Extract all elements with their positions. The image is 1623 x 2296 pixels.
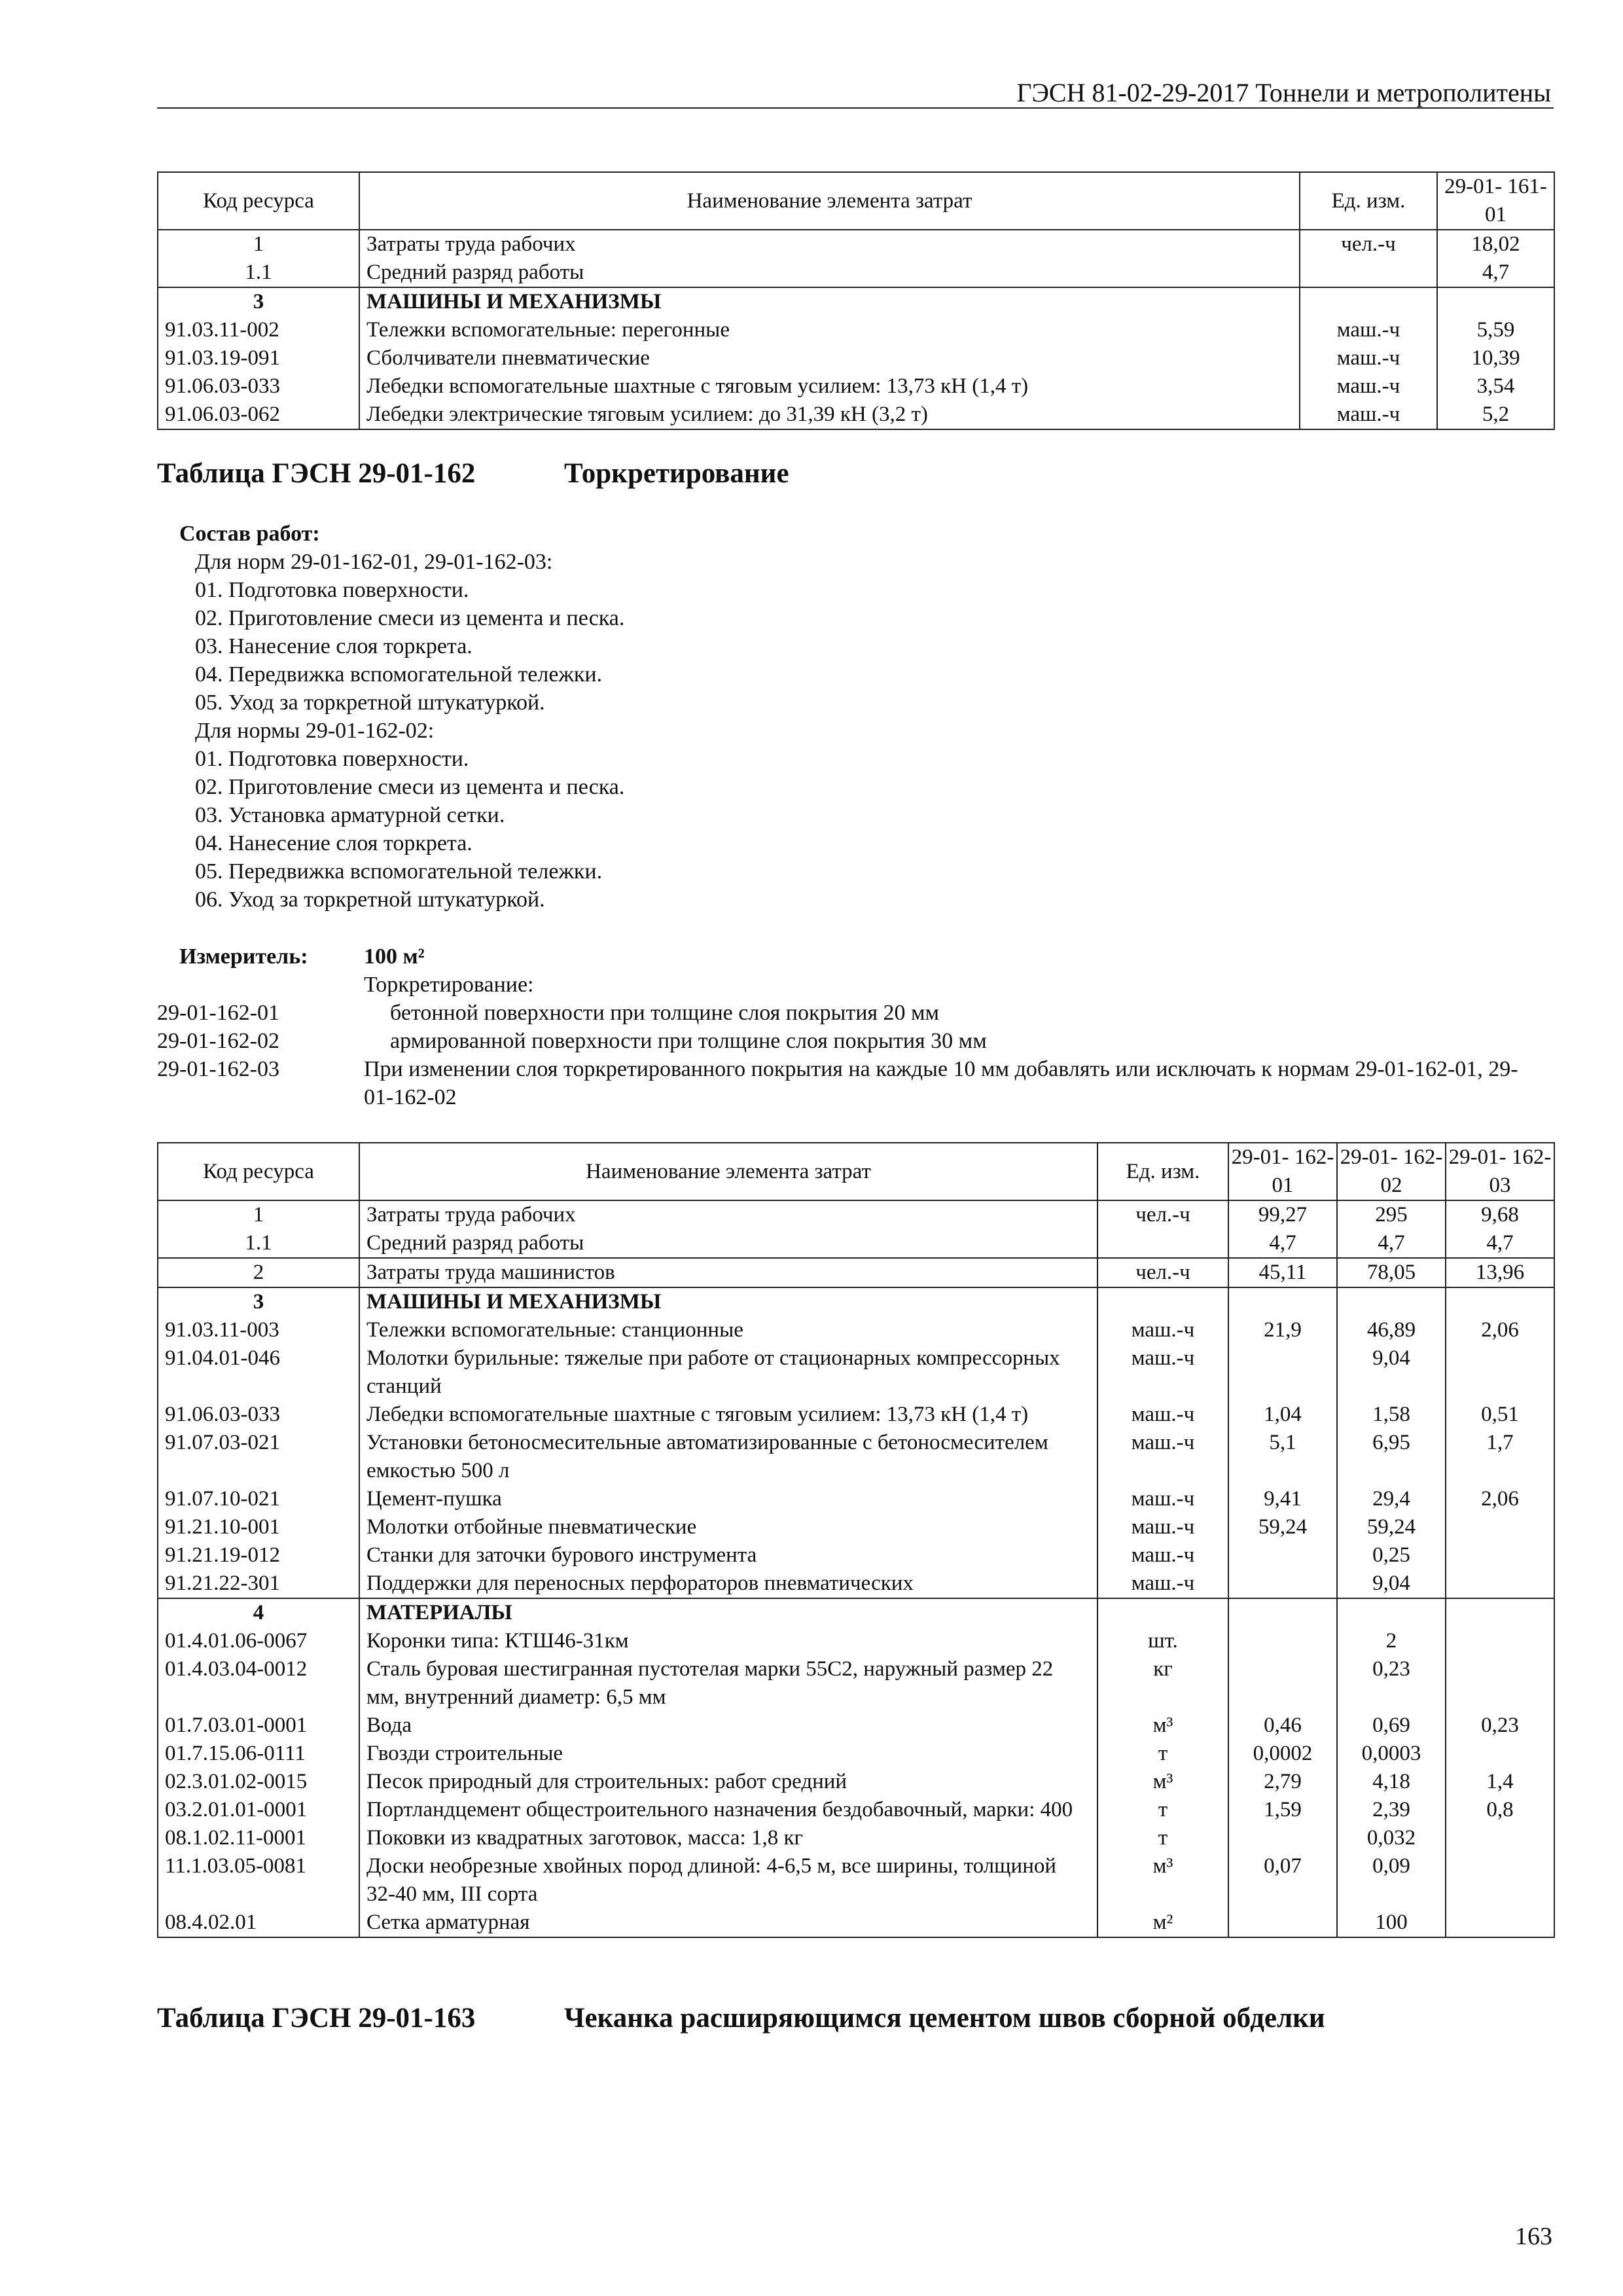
resource-code: 91.06.03-062: [158, 401, 359, 429]
element-name: Лебедки вспомогательные шахтные с тяговым усилием: 13,73 кН (1,4 т): [359, 372, 1300, 401]
work-step: 06. Уход за торкретной штукатуркой.: [195, 888, 545, 912]
norm-value: 9,04: [1337, 1344, 1446, 1401]
resource-code: 1: [158, 230, 359, 259]
work-step: 05. Уход за торкретной штукатуркой.: [195, 691, 545, 715]
unit: маш.-ч: [1300, 401, 1437, 429]
element-name: Молотки отбойные пневматические: [359, 1513, 1097, 1541]
element-name: Средний разряд работы: [359, 259, 1300, 287]
norm-value: 13,96: [1446, 1258, 1554, 1287]
norm-value: 1,04: [1228, 1401, 1337, 1429]
norm-value: [1228, 1344, 1337, 1401]
table-row: [158, 344, 1554, 372]
unit: т: [1097, 1824, 1228, 1852]
norm-value: 5,59: [1437, 316, 1554, 344]
unit: м³: [1097, 1768, 1228, 1796]
table-row: [158, 1627, 1554, 1655]
norm-value: 2: [1337, 1627, 1446, 1655]
table-row: [158, 1287, 1554, 1316]
resource-code: 01.7.03.01-0001: [158, 1712, 359, 1740]
norm-value: 0,23: [1337, 1655, 1446, 1712]
unit: маш.-ч: [1300, 344, 1437, 372]
resource-table-162: [157, 1142, 1555, 1938]
norm-value: 3,54: [1437, 372, 1554, 401]
work-step: 02. Приготовление смеси из цемента и песка.: [195, 775, 625, 799]
norm-value: [1228, 1655, 1337, 1712]
element-name: Молотки бурильные: тяжелые при работе от стационарных компрессорных станций: [359, 1344, 1097, 1401]
norm-value: [1446, 1655, 1554, 1712]
norm-value: 0,8: [1446, 1796, 1554, 1824]
table-row: [158, 1824, 1554, 1852]
resource-code: 91.06.03-033: [158, 372, 359, 401]
norm-value: 0,0003: [1337, 1740, 1446, 1768]
norm-value: 46,89: [1337, 1316, 1446, 1344]
resource-code: 2: [158, 1258, 359, 1287]
table-row: [158, 316, 1554, 344]
element-name: Тележки вспомогательные: станционные: [359, 1316, 1097, 1344]
work-step: 01. Подготовка поверхности.: [195, 747, 469, 771]
table-row: [158, 401, 1554, 429]
work-step: 04. Передвижка вспомогательной тележки.: [195, 662, 603, 687]
unit: маш.-ч: [1097, 1316, 1228, 1344]
element-name: Сетка арматурная: [359, 1909, 1097, 1937]
norm-value: 1,7: [1446, 1429, 1554, 1485]
norm-code: 29-01-162-02: [157, 1029, 279, 1053]
norm-value: 0,25: [1337, 1541, 1446, 1570]
norm-code: 29-01-162-01: [157, 1001, 279, 1025]
resource-code: 1.1: [158, 1229, 359, 1258]
norm-value: 9,41: [1228, 1485, 1337, 1513]
norm-value: 0,69: [1337, 1712, 1446, 1740]
resource-code: 91.21.22-301: [158, 1570, 359, 1598]
table-row: [158, 1316, 1554, 1344]
norm-value: 0,46: [1228, 1712, 1337, 1740]
table-row: [158, 230, 1554, 259]
work-step: 03. Нанесение слоя торкрета.: [195, 634, 473, 658]
norm-value: 6,95: [1337, 1429, 1446, 1485]
norm-value: [1446, 1570, 1554, 1598]
norm-value: [1228, 1287, 1337, 1316]
norm-value: 1,59: [1228, 1796, 1337, 1824]
unit: [1300, 259, 1437, 287]
measure-intro: Торкретирование:: [364, 973, 534, 997]
table-row: [158, 1229, 1554, 1258]
resource-code: 91.21.10-001: [158, 1513, 359, 1541]
table-row: [158, 259, 1554, 287]
norm-value: 99,27: [1228, 1200, 1337, 1229]
table-row: [158, 1768, 1554, 1796]
resource-code: 3: [158, 287, 359, 316]
norm-value: 59,24: [1337, 1513, 1446, 1541]
norm-value: [1446, 1287, 1554, 1316]
norm-value: [1437, 287, 1554, 316]
element-name: МАШИНЫ И МЕХАНИЗМЫ: [359, 287, 1300, 316]
norm-code: 29-01-162-03: [157, 1057, 279, 1081]
norm-value: 4,7: [1437, 259, 1554, 287]
element-name: Средний разряд работы: [359, 1229, 1097, 1258]
unit: чел.-ч: [1300, 230, 1437, 259]
table-163-heading: [157, 2001, 1325, 2036]
norm-value: [1446, 1344, 1554, 1401]
unit: чел.-ч: [1097, 1200, 1228, 1229]
unit: [1097, 1229, 1228, 1258]
norm-value: 4,7: [1337, 1229, 1446, 1258]
element-name: Доски необрезные хвойных пород длиной: 4-6,5 м, все ширины, толщиной 32-40 мм, III сорта: [359, 1852, 1097, 1909]
norm-value: 2,06: [1446, 1485, 1554, 1513]
norm-value: [1446, 1541, 1554, 1570]
table-row: [158, 1401, 1554, 1429]
table-row: [158, 1541, 1554, 1570]
resource-code: 08.4.02.01: [158, 1909, 359, 1937]
element-name: Сболчиватели пневматические: [359, 344, 1300, 372]
work-step: Для нормы 29-01-162-02:: [195, 719, 435, 743]
norm-value: [1446, 1627, 1554, 1655]
norm-value: [1228, 1598, 1337, 1627]
table-row: [158, 1909, 1554, 1937]
resource-code: 03.2.01.01-0001: [158, 1796, 359, 1824]
element-name: МАТЕРИАЛЫ: [359, 1598, 1097, 1627]
element-name: МАШИНЫ И МЕХАНИЗМЫ: [359, 1287, 1097, 1316]
norm-value: [1228, 1909, 1337, 1937]
element-name: Лебедки электрические тяговым усилием: до 31,39 кН (3,2 т): [359, 401, 1300, 429]
element-name: Портландцемент общестроительного назначения бездобавочный, марки: 400: [359, 1796, 1097, 1824]
element-name: Лебедки вспомогательные шахтные с тяговым усилием: 13,73 кН (1,4 т): [359, 1401, 1097, 1429]
resource-code: 91.07.10-021: [158, 1485, 359, 1513]
norm-value: [1228, 1570, 1337, 1598]
norm-value: [1446, 1513, 1554, 1541]
element-name: Затраты труда рабочих: [359, 1200, 1097, 1229]
element-name: Затраты труда машинистов: [359, 1258, 1097, 1287]
element-name: Коронки типа: КТШ46-31км: [359, 1627, 1097, 1655]
norm-value: [1446, 1824, 1554, 1852]
resource-code: 91.03.19-091: [158, 344, 359, 372]
header-unit: Ед. изм.: [1300, 172, 1437, 230]
table-162-number: Таблица ГЭСН 29-01-162: [157, 458, 476, 489]
norm-value: 1,4: [1446, 1768, 1554, 1796]
resource-code: 01.4.03.04-0012: [158, 1655, 359, 1712]
resource-code: 08.1.02.11-0001: [158, 1824, 359, 1852]
page-number: 163: [1515, 2223, 1552, 2250]
unit: маш.-ч: [1300, 316, 1437, 344]
header-code: Код ресурса: [158, 1143, 359, 1200]
work-composition-list: [195, 548, 624, 914]
table-row: [158, 1570, 1554, 1598]
header-norm-column: 29-01- 161-01: [1437, 172, 1554, 230]
resource-code: 91.07.03-021: [158, 1429, 359, 1485]
header-norm-column: 29-01- 162-03: [1446, 1143, 1554, 1200]
resource-code: 3: [158, 1287, 359, 1316]
resource-code: 91.06.03-033: [158, 1401, 359, 1429]
unit: маш.-ч: [1097, 1344, 1228, 1401]
norm-value: [1337, 1598, 1446, 1627]
norm-value: [1446, 1740, 1554, 1768]
header-code: Код ресурса: [158, 172, 359, 230]
norm-value: 4,18: [1337, 1768, 1446, 1796]
norm-value: 5,1: [1228, 1429, 1337, 1485]
work-step: 04. Нанесение слоя торкрета.: [195, 831, 473, 855]
norm-value: 21,9: [1228, 1316, 1337, 1344]
work-step: 02. Приготовление смеси из цемента и песка.: [195, 606, 625, 630]
norm-value: 18,02: [1437, 230, 1554, 259]
unit: маш.-ч: [1300, 372, 1437, 401]
table-row: [158, 1712, 1554, 1740]
norm-value: 0,23: [1446, 1712, 1554, 1740]
norm-value: 2,06: [1446, 1316, 1554, 1344]
norm-value: 0,09: [1337, 1852, 1446, 1909]
table-row: [158, 1740, 1554, 1768]
resource-code: 1.1: [158, 259, 359, 287]
element-name: Затраты труда рабочих: [359, 230, 1300, 259]
resource-code: 91.03.11-002: [158, 316, 359, 344]
element-name: Сталь буровая шестигранная пустотелая марки 55С2, наружный размер 22 мм, внутренний диаметр: 6,5 мм: [359, 1655, 1097, 1712]
element-name: Установки бетоносмесительные автоматизированные с бетоносмесителем емкостью 500 л: [359, 1429, 1097, 1485]
header-norm-column: 29-01- 162-01: [1228, 1143, 1337, 1200]
unit: маш.-ч: [1097, 1570, 1228, 1598]
unit: м²: [1097, 1909, 1228, 1937]
work-step: Для норм 29-01-162-01, 29-01-162-03:: [195, 550, 553, 574]
unit: кг: [1097, 1655, 1228, 1712]
norm-value: [1228, 1541, 1337, 1570]
table-row: [158, 1598, 1554, 1627]
table-row: [158, 1852, 1554, 1909]
table-row: [158, 1429, 1554, 1485]
table-162-heading: [157, 457, 789, 491]
unit: м³: [1097, 1712, 1228, 1740]
norm-value: [1446, 1909, 1554, 1937]
unit: [1300, 287, 1437, 316]
header-rule: [157, 107, 1554, 109]
element-name: Поддержки для переносных перфораторов пневматических: [359, 1570, 1097, 1598]
resource-code: 02.3.01.02-0015: [158, 1768, 359, 1796]
unit: т: [1097, 1796, 1228, 1824]
norm-value: 45,11: [1228, 1258, 1337, 1287]
norm-value: 59,24: [1228, 1513, 1337, 1541]
header-unit: Ед. изм.: [1097, 1143, 1228, 1200]
resource-code: 01.7.15.06-0111: [158, 1740, 359, 1768]
running-header: ГЭСН 81-02-29-2017 Тоннели и метрополитены: [1016, 78, 1551, 107]
norm-value: 9,04: [1337, 1570, 1446, 1598]
unit: [1097, 1287, 1228, 1316]
unit: [1097, 1598, 1228, 1627]
measure-label: Измеритель:: [179, 944, 308, 969]
table-row: [158, 1344, 1554, 1401]
header-name: Наименование элемента затрат: [359, 1143, 1097, 1200]
element-name: Тележки вспомогательные: перегонные: [359, 316, 1300, 344]
norm-value: 295: [1337, 1200, 1446, 1229]
norm-value: [1446, 1598, 1554, 1627]
norm-value: 9,68: [1446, 1200, 1554, 1229]
table-163-title: Чеканка расширяющимся цементом швов сборной обделки: [564, 2003, 1325, 2034]
table-row: [158, 1258, 1554, 1287]
work-step: 01. Подготовка поверхности.: [195, 578, 469, 602]
table-row: [158, 1485, 1554, 1513]
unit: м³: [1097, 1852, 1228, 1909]
table-row: [158, 1796, 1554, 1824]
resource-code: 91.04.01-046: [158, 1344, 359, 1401]
table-row: [158, 287, 1554, 316]
unit: маш.-ч: [1097, 1513, 1228, 1541]
resource-code: 11.1.03.05-0081: [158, 1852, 359, 1909]
element-name: Гвозди строительные: [359, 1740, 1097, 1768]
norm-value: [1337, 1287, 1446, 1316]
norm-value: 0,0002: [1228, 1740, 1337, 1768]
resource-code: 91.21.19-012: [158, 1541, 359, 1570]
header-name: Наименование элемента затрат: [359, 172, 1300, 230]
norm-value: 78,05: [1337, 1258, 1446, 1287]
unit: маш.-ч: [1097, 1429, 1228, 1485]
element-name: Поковки из квадратных заготовок, масса: 1,8 кг: [359, 1824, 1097, 1852]
norm-value: 2,79: [1228, 1768, 1337, 1796]
header-norm-column: 29-01- 162-02: [1337, 1143, 1446, 1200]
table-162-title: Торкретирование: [564, 458, 789, 489]
measure-unit: 100 м²: [364, 944, 425, 969]
norm-value: 0,07: [1228, 1852, 1337, 1909]
norm-value: 0,032: [1337, 1824, 1446, 1852]
unit: маш.-ч: [1097, 1541, 1228, 1570]
table-163-number: Таблица ГЭСН 29-01-163: [157, 2003, 476, 2034]
norm-value: 100: [1337, 1909, 1446, 1937]
table-row: [158, 1655, 1554, 1712]
resource-code: 01.4.01.06-0067: [158, 1627, 359, 1655]
resource-table-161: [157, 171, 1555, 430]
norm-value: 29,4: [1337, 1485, 1446, 1513]
norm-description: При изменении слоя торкретированного покрытия на каждые 10 мм добавлять или исключать к нормам 29-01-162-01, 29-01-162-02: [364, 1057, 1518, 1109]
element-name: Песок природный для строительных: работ средний: [359, 1768, 1097, 1796]
resource-code: 91.03.11-003: [158, 1316, 359, 1344]
table-row: [158, 372, 1554, 401]
norm-value: 0,51: [1446, 1401, 1554, 1429]
norm-value: 2,39: [1337, 1796, 1446, 1824]
norm-value: 5,2: [1437, 401, 1554, 429]
norm-value: [1446, 1852, 1554, 1909]
work-step: 03. Установка арматурной сетки.: [195, 803, 505, 827]
resource-code: 4: [158, 1598, 359, 1627]
unit: маш.-ч: [1097, 1401, 1228, 1429]
table-row: [158, 1200, 1554, 1229]
norm-value: 1,58: [1337, 1401, 1446, 1429]
unit: чел.-ч: [1097, 1258, 1228, 1287]
norm-value: 10,39: [1437, 344, 1554, 372]
unit: т: [1097, 1740, 1228, 1768]
norm-value: 4,7: [1228, 1229, 1337, 1258]
norm-description: бетонной поверхности при толщине слоя покрытия 20 мм: [390, 1001, 940, 1025]
norm-value: 4,7: [1446, 1229, 1554, 1258]
element-name: Вода: [359, 1712, 1097, 1740]
element-name: Станки для заточки бурового инструмента: [359, 1541, 1097, 1570]
resource-code: 1: [158, 1200, 359, 1229]
norm-value: [1228, 1824, 1337, 1852]
work-composition-label: Состав работ:: [179, 522, 320, 546]
unit: маш.-ч: [1097, 1485, 1228, 1513]
table-row: [158, 1513, 1554, 1541]
norm-value: [1228, 1627, 1337, 1655]
element-name: Цемент-пушка: [359, 1485, 1097, 1513]
norm-description: армированной поверхности при толщине слоя покрытия 30 мм: [390, 1029, 987, 1053]
unit: шт.: [1097, 1627, 1228, 1655]
work-step: 05. Передвижка вспомогательной тележки.: [195, 859, 603, 884]
